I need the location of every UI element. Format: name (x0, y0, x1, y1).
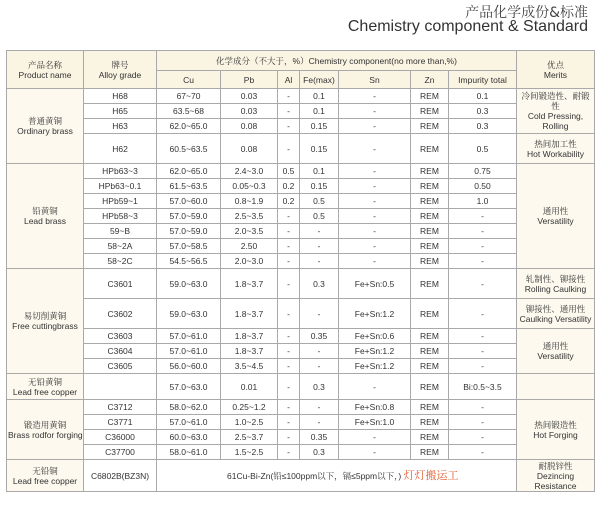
cell-grade: H68 (84, 89, 157, 104)
cell-zn: REM (411, 164, 449, 179)
group-lead-brass: 铅黄铜 Lead brass (7, 164, 84, 269)
cell-al: - (278, 329, 300, 344)
cell-sn: Fe+Sn:1.0 (339, 415, 411, 430)
cell-sn: - (339, 104, 411, 119)
cell-al: - (278, 430, 300, 445)
cell-pb: 2.50 (221, 239, 278, 254)
cell-cu: 57.0~59.0 (157, 224, 221, 239)
cell-grade: HPb59~1 (84, 194, 157, 209)
cell-impurity: - (449, 344, 517, 359)
cell-grade: C37700 (84, 445, 157, 460)
cell-zn: REM (411, 299, 449, 329)
cell-impurity: 0.3 (449, 104, 517, 119)
cell-pb: 0.8~1.9 (221, 194, 278, 209)
cell-sn: Fe+Sn:0.5 (339, 269, 411, 299)
merit-caulking-versatility: 铆接性、通用性 Caulking Versatility (517, 299, 595, 329)
cell-al: 0.2 (278, 179, 300, 194)
table-row (7, 164, 595, 179)
cell-grade: 58~2A (84, 239, 157, 254)
cell-cu: 56.0~60.0 (157, 359, 221, 374)
cell-sn: Fe+Sn:1.2 (339, 299, 411, 329)
composition-text: 61Cu-Bi-Zn(铅≤100ppm以下，镉≤5ppm以下，) (227, 470, 402, 481)
cell-cu: 57.0~61.0 (157, 344, 221, 359)
cell-cu: 60.5~63.5 (157, 134, 221, 164)
cell-pb: 2.5~3.7 (221, 430, 278, 445)
cell-pb: 0.08 (221, 119, 278, 134)
table-row (7, 269, 595, 299)
cell-fe: - (300, 224, 339, 239)
cell-al: - (278, 299, 300, 329)
cell-pb: 0.05~0.3 (221, 179, 278, 194)
cell-zn: REM (411, 374, 449, 400)
cell-pb: 0.03 (221, 104, 278, 119)
cell-fe: 0.3 (300, 445, 339, 460)
cell-cu: 57.0~59.0 (157, 209, 221, 224)
cell-cu: 58.0~61.0 (157, 445, 221, 460)
merit-hot-forging: 热间锻造性 Hot Forging (517, 400, 595, 460)
group-ordinary-brass: 普通黄铜 Ordinary brass (7, 89, 84, 164)
cell-pb: 1.0~2.5 (221, 415, 278, 430)
cell-zn: REM (411, 359, 449, 374)
cell-impurity: - (449, 209, 517, 224)
merit-hot-workability: 热间加工性 Hot Workability (517, 134, 595, 164)
table-row (7, 239, 595, 254)
cell-cu: 57.0~58.5 (157, 239, 221, 254)
cell-grade: H65 (84, 104, 157, 119)
cell-zn: REM (411, 415, 449, 430)
cell-impurity: - (449, 359, 517, 374)
cell-grade: C6802B(BZ3N) (84, 460, 157, 492)
header-al: Al (278, 71, 300, 89)
cell-zn: REM (411, 239, 449, 254)
cell-cu: 57.0~61.0 (157, 415, 221, 430)
table-row (7, 224, 595, 239)
cell-zn: REM (411, 445, 449, 460)
table-row (7, 400, 595, 415)
cell-cu: 61.5~63.5 (157, 179, 221, 194)
table-row (7, 179, 595, 194)
cell-al: - (278, 254, 300, 269)
cell-al: - (278, 359, 300, 374)
header-pb: Pb (221, 71, 278, 89)
cell-zn: REM (411, 194, 449, 209)
cell-pb: 0.03 (221, 89, 278, 104)
cell-pb: 0.08 (221, 134, 278, 164)
cell-pb: 1.5~2.5 (221, 445, 278, 460)
cell-cu: 63.5~68 (157, 104, 221, 119)
cell-impurity: - (449, 239, 517, 254)
cell-grade: HPb63~3 (84, 164, 157, 179)
cell-fe: - (300, 299, 339, 329)
cell-zn: REM (411, 209, 449, 224)
cell-sn: - (339, 445, 411, 460)
cell-sn: - (339, 254, 411, 269)
chemistry-table (6, 50, 595, 492)
merit-versatility: 通用性 Versatility (517, 164, 595, 269)
header-fe: Fe(max) (300, 71, 339, 89)
cell-composition (157, 460, 517, 492)
header-merits: 优点 Merits (517, 51, 595, 89)
cell-impurity: 0.50 (449, 179, 517, 194)
cell-impurity: 0.5 (449, 134, 517, 164)
header-sn: Sn (339, 71, 411, 89)
cell-pb: 1.8~3.7 (221, 299, 278, 329)
cell-fe: 0.3 (300, 269, 339, 299)
merit-rolling-caulking: 轧制性、铆接性 Rolling Caulking (517, 269, 595, 299)
cell-grade: C3603 (84, 329, 157, 344)
table-row (7, 254, 595, 269)
header-zn: Zn (411, 71, 449, 89)
cell-pb: 0.01 (221, 374, 278, 400)
cell-sn: Fe+Sn:0.6 (339, 329, 411, 344)
cell-impurity: - (449, 224, 517, 239)
cell-zn: REM (411, 224, 449, 239)
cell-pb: 2.0~3.5 (221, 224, 278, 239)
cell-fe: 0.5 (300, 209, 339, 224)
cell-cu: 59.0~63.0 (157, 269, 221, 299)
cell-sn: - (339, 209, 411, 224)
header-product-name: 产品名称 Product name (7, 51, 84, 89)
cell-pb: 0.25~1.2 (221, 400, 278, 415)
cell-fe: 0.1 (300, 164, 339, 179)
table-row (7, 430, 595, 445)
cell-pb: 3.5~4.5 (221, 359, 278, 374)
table-row (7, 460, 595, 492)
cell-al: - (278, 415, 300, 430)
cell-impurity: 0.1 (449, 89, 517, 104)
cell-fe: 0.15 (300, 119, 339, 134)
merit-empty (517, 374, 595, 400)
cell-fe: 0.1 (300, 104, 339, 119)
table-row (7, 89, 595, 104)
cell-cu: 57.0~63.0 (157, 374, 221, 400)
cell-fe: 0.1 (300, 89, 339, 104)
cell-grade: 59~B (84, 224, 157, 239)
group-lead-free-copper: 无铅黄铜 Lead free copper (7, 374, 84, 400)
cell-al: - (278, 400, 300, 415)
title-cn: 产品化学成份&标准 (465, 5, 588, 21)
cell-sn: Fe+Sn:1.2 (339, 344, 411, 359)
table-row (7, 194, 595, 209)
header-alloy-grade: 牌号 Alloy grade (84, 51, 157, 89)
cell-sn: Fe+Sn:0.8 (339, 400, 411, 415)
cell-grade: HPb63~0.1 (84, 179, 157, 194)
cell-pb: 1.8~3.7 (221, 344, 278, 359)
cell-impurity: Bi:0.5~3.5 (449, 374, 517, 400)
cell-fe: - (300, 400, 339, 415)
table-row (7, 104, 595, 119)
cell-impurity: - (449, 254, 517, 269)
cell-grade (84, 374, 157, 400)
cell-grade: C3605 (84, 359, 157, 374)
table-row (7, 134, 595, 164)
cell-pb: 1.8~3.7 (221, 329, 278, 344)
cell-grade: H62 (84, 134, 157, 164)
merit-cold-pressing: 冷间锻造性、耐锻性 Cold Pressing, Rolling (517, 89, 595, 134)
cell-grade: 58~2C (84, 254, 157, 269)
cell-zn: REM (411, 344, 449, 359)
table-row (7, 344, 595, 359)
cell-sn: - (339, 224, 411, 239)
header-impurity: Impurity total (449, 71, 517, 89)
cell-fe: - (300, 415, 339, 430)
cell-cu: 62.0~65.0 (157, 164, 221, 179)
table-row (7, 299, 595, 329)
table-row (7, 445, 595, 460)
cell-zn: REM (411, 134, 449, 164)
merit-dezincing: 耐脱锌性 Dezincing Resistance (517, 460, 595, 492)
cell-sn: - (339, 179, 411, 194)
cell-zn: REM (411, 329, 449, 344)
cell-cu: 54.5~56.5 (157, 254, 221, 269)
cell-impurity: - (449, 269, 517, 299)
cell-impurity: - (449, 430, 517, 445)
cell-pb: 2.0~3.0 (221, 254, 278, 269)
cell-fe: 0.35 (300, 329, 339, 344)
cell-al: - (278, 89, 300, 104)
table-row (7, 415, 595, 430)
cell-impurity: 0.3 (449, 119, 517, 134)
cell-impurity: - (449, 400, 517, 415)
cell-cu: 60.0~63.0 (157, 430, 221, 445)
title-en: Chemistry component & Standard (347, 18, 588, 35)
cell-sn: - (339, 119, 411, 134)
cell-grade: H63 (84, 119, 157, 134)
cell-cu: 58.0~62.0 (157, 400, 221, 415)
table-row (7, 374, 595, 400)
cell-fe: - (300, 359, 339, 374)
merit-versatility-2: 通用性 Versatility (517, 329, 595, 374)
cell-impurity: - (449, 329, 517, 344)
cell-grade: HPb58~3 (84, 209, 157, 224)
cell-al: - (278, 209, 300, 224)
cell-al: 0.2 (278, 194, 300, 209)
watermark: 灯灯搬运工 (403, 469, 459, 482)
cell-grade: C3771 (84, 415, 157, 430)
cell-sn: Fe+Sn:1.2 (339, 359, 411, 374)
cell-impurity: - (449, 415, 517, 430)
header-cu: Cu (157, 71, 221, 89)
table-row (7, 359, 595, 374)
cell-impurity: - (449, 445, 517, 460)
cell-al: 0.5 (278, 164, 300, 179)
cell-al: - (278, 119, 300, 134)
cell-impurity: - (449, 299, 517, 329)
cell-al: - (278, 134, 300, 164)
cell-sn: - (339, 89, 411, 104)
cell-sn: - (339, 239, 411, 254)
cell-grade: C3604 (84, 344, 157, 359)
cell-grade: C36000 (84, 430, 157, 445)
cell-fe: - (300, 254, 339, 269)
cell-grade: C3712 (84, 400, 157, 415)
cell-grade: C3602 (84, 299, 157, 329)
cell-sn: - (339, 134, 411, 164)
cell-al: - (278, 239, 300, 254)
cell-al: - (278, 224, 300, 239)
cell-pb: 1.8~3.7 (221, 269, 278, 299)
header-chemistry-component: 化学成分（不大于，%）Chemistry component(no more than,%) (157, 51, 517, 71)
cell-zn: REM (411, 179, 449, 194)
cell-fe: - (300, 239, 339, 254)
cell-al: - (278, 344, 300, 359)
cell-sn: - (339, 194, 411, 209)
cell-zn: REM (411, 104, 449, 119)
cell-cu: 62.0~65.0 (157, 119, 221, 134)
cell-fe: 0.15 (300, 179, 339, 194)
cell-impurity: 1.0 (449, 194, 517, 209)
cell-zn: REM (411, 430, 449, 445)
cell-impurity: 0.75 (449, 164, 517, 179)
cell-al: - (278, 445, 300, 460)
group-brass-rod-forging: 锻造用黄铜 Brass rodfor forging (7, 400, 84, 460)
cell-sn: - (339, 430, 411, 445)
cell-cu: 59.0~63.0 (157, 299, 221, 329)
cell-fe: - (300, 344, 339, 359)
cell-al: - (278, 104, 300, 119)
cell-al: - (278, 374, 300, 400)
cell-pb: 2.5~3.5 (221, 209, 278, 224)
cell-zn: REM (411, 89, 449, 104)
table-row (7, 119, 595, 134)
cell-zn: REM (411, 400, 449, 415)
cell-cu: 67~70 (157, 89, 221, 104)
table-row (7, 209, 595, 224)
cell-cu: 57.0~61.0 (157, 329, 221, 344)
cell-zn: REM (411, 269, 449, 299)
cell-fe: 0.15 (300, 134, 339, 164)
cell-fe: 0.35 (300, 430, 339, 445)
table-row (7, 329, 595, 344)
group-free-cutting-brass: 易切削黄铜 Free cuttingbrass (7, 269, 84, 374)
cell-fe: 0.5 (300, 194, 339, 209)
cell-fe: 0.3 (300, 374, 339, 400)
cell-cu: 57.0~60.0 (157, 194, 221, 209)
cell-grade: C3601 (84, 269, 157, 299)
cell-pb: 2.4~3.0 (221, 164, 278, 179)
cell-zn: REM (411, 254, 449, 269)
cell-al: - (278, 269, 300, 299)
cell-sn: - (339, 164, 411, 179)
cell-sn: - (339, 374, 411, 400)
group-lead-free-copper-2: 无铅铜 Lead free copper (7, 460, 84, 492)
cell-zn: REM (411, 119, 449, 134)
